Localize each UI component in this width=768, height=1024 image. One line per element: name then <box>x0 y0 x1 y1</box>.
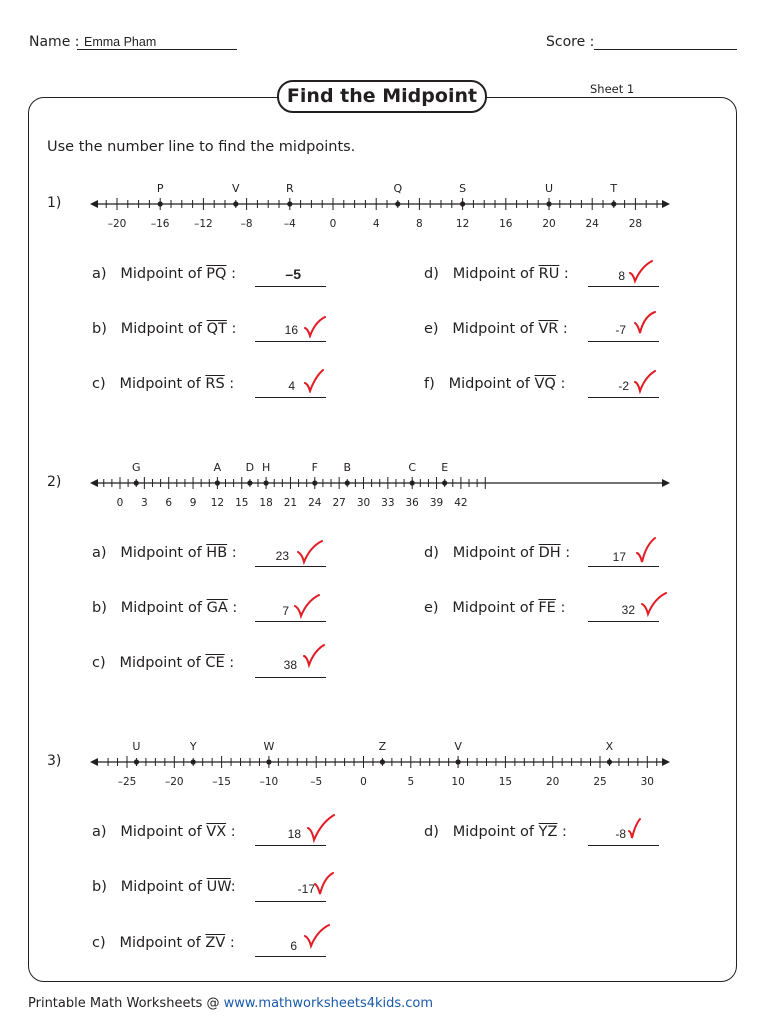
question-prefix: Midpoint of <box>119 935 206 951</box>
answer-line <box>588 397 659 398</box>
point-dot <box>380 759 385 764</box>
segment-label: $\overline{RU}$ <box>538 266 560 282</box>
check-mark-icon <box>633 370 657 394</box>
tick-label: 10 <box>451 776 465 788</box>
question-suffix: : <box>559 266 569 282</box>
tick-label: 27 <box>332 497 346 509</box>
segment-label: $\overline{YZ}$ <box>538 824 558 840</box>
check-mark-icon <box>633 310 657 336</box>
question-suffix: : <box>224 376 235 392</box>
tick-label: 21 <box>283 497 298 509</box>
point-label: Q <box>393 182 403 195</box>
question-2c <box>92 655 234 671</box>
question-letter: d) <box>424 266 439 282</box>
point-dot <box>215 480 220 485</box>
answer-line <box>255 286 326 287</box>
point-dot <box>247 480 252 485</box>
question-letter: d) <box>424 545 439 561</box>
point-dot <box>233 201 238 206</box>
score-underline <box>594 49 737 50</box>
answer-line <box>255 956 326 957</box>
answer-line <box>588 566 659 567</box>
point-label: V <box>232 182 240 195</box>
tick-label: 30 <box>640 776 654 788</box>
tick-label: 4 <box>372 218 380 230</box>
tick-label: 8 <box>416 218 423 230</box>
question-letter: c) <box>92 376 106 392</box>
point-dot <box>456 759 461 764</box>
question-1c <box>92 376 234 392</box>
question-letter: c) <box>92 935 106 951</box>
tick-label: –10 <box>259 776 279 788</box>
tick-label: 39 <box>429 497 444 509</box>
check-mark-icon <box>640 591 668 617</box>
question-prefix: Midpoint of <box>120 266 207 282</box>
point-dot <box>410 480 415 485</box>
answer-1c[interactable]: 4 <box>288 379 295 393</box>
question-prefix: Midpoint of <box>452 600 539 616</box>
point-label: U <box>544 182 554 195</box>
question-prefix: Midpoint of <box>452 266 539 282</box>
question-prefix: Midpoint of <box>452 545 539 561</box>
number-line-1 <box>88 178 673 232</box>
arrow-right-icon <box>662 758 670 766</box>
question-suffix: : <box>226 824 236 840</box>
question-prefix: Midpoint of <box>120 545 207 561</box>
question-prefix: Midpoint of <box>119 655 206 671</box>
question-suffix: : <box>557 824 567 840</box>
tick-label: 5 <box>407 776 415 788</box>
question-prefix: Midpoint of <box>452 824 539 840</box>
point-dot <box>611 201 616 206</box>
question-1d <box>424 266 569 282</box>
answer-2c[interactable]: 38 <box>283 658 297 672</box>
segment-label: $\overline{PQ}$ <box>206 266 227 282</box>
tick-label: 24 <box>585 218 599 230</box>
point-label: V <box>454 740 462 753</box>
tick-label: –25 <box>117 776 137 788</box>
question-letter: a) <box>92 545 107 561</box>
score-label: Score : <box>546 34 595 50</box>
question-letter: b) <box>92 321 107 337</box>
question-prefix: Midpoint of <box>120 824 207 840</box>
sheet-number: Sheet 1 <box>590 82 635 96</box>
tick-label: 28 <box>628 218 643 230</box>
point-dot <box>287 201 292 206</box>
segment-label: $\overline{VQ}$ <box>534 376 556 392</box>
point-dot <box>134 480 139 485</box>
point-dot <box>607 759 612 764</box>
answer-1e[interactable]: -7 <box>615 323 626 337</box>
question-suffix: : <box>227 545 237 561</box>
point-dot <box>442 480 447 485</box>
question-3d <box>424 824 567 840</box>
point-label: B <box>343 461 352 474</box>
answer-3b[interactable]: -17 <box>297 882 315 896</box>
point-dot <box>546 201 551 206</box>
tick-label: 30 <box>356 497 371 509</box>
point-label: U <box>132 740 141 753</box>
question-suffix: : <box>555 376 566 392</box>
arrow-left-icon <box>90 479 98 487</box>
question-letter: d) <box>424 824 439 840</box>
question-suffix: : <box>558 321 568 337</box>
arrow-right-icon <box>662 479 670 487</box>
tick-label: –8 <box>240 218 253 230</box>
question-letter: c) <box>92 655 106 671</box>
tick-label: –12 <box>194 218 213 230</box>
answer-3c[interactable]: 6 <box>290 939 297 953</box>
point-label: D <box>245 461 255 474</box>
name-value[interactable]: Emma Pham <box>84 35 157 49</box>
question-letter: a) <box>92 824 107 840</box>
answer-1a[interactable]: –5 <box>285 266 301 282</box>
number-line-2 <box>88 457 673 511</box>
answer-line <box>588 621 659 622</box>
problem-number: 2) <box>47 474 62 490</box>
footer-text: Printable Math Worksheets @ <box>28 996 224 1011</box>
worksheet-title: Find the Midpoint <box>277 80 487 113</box>
tick-label: 0 <box>116 497 124 509</box>
answer-1f[interactable]: -2 <box>618 379 629 393</box>
segment-label: $\overline{FE}$ <box>538 600 556 616</box>
tick-label: –5 <box>310 776 323 788</box>
answer-3a[interactable]: 18 <box>287 827 301 841</box>
tick-label: 15 <box>498 776 513 788</box>
check-mark-icon <box>306 813 336 843</box>
question-suffix: : <box>226 321 237 337</box>
point-label: E <box>441 461 449 474</box>
tick-label: 20 <box>542 218 556 230</box>
tick-label: 12 <box>455 218 470 230</box>
problem-number: 3) <box>47 753 62 769</box>
check-mark-icon <box>635 537 659 565</box>
footer-link[interactable]: www.mathworksheets4kids.com <box>223 996 434 1011</box>
point-dot <box>264 480 269 485</box>
tick-label: 25 <box>593 776 607 788</box>
check-mark-icon <box>303 369 327 393</box>
check-mark-icon <box>296 539 324 565</box>
question-prefix: Midpoint of <box>119 376 206 392</box>
segment-label: $\overline{CE}$ <box>205 655 225 671</box>
tick-label: –4 <box>283 218 296 230</box>
answer-line <box>255 845 326 846</box>
tick-label: 0 <box>360 776 367 788</box>
segment-label: $\overline{ZV}$ <box>205 935 226 951</box>
tick-label: –20 <box>164 776 184 788</box>
point-label: Y <box>189 740 197 753</box>
question-3b <box>92 879 236 895</box>
question-letter: a) <box>92 266 107 282</box>
check-mark-icon <box>303 923 331 949</box>
point-dot <box>191 759 196 764</box>
segment-label: $\overline{VX}$ <box>206 824 227 840</box>
tick-label: 9 <box>189 497 197 509</box>
answer-line <box>255 397 326 398</box>
segment-label: $\overline{DH}$ <box>538 545 561 561</box>
check-mark-icon <box>313 871 335 897</box>
arrow-left-icon <box>90 758 98 766</box>
point-label: A <box>213 461 222 474</box>
segment-label: $\overline{GA}$ <box>206 600 228 616</box>
question-1e <box>424 321 568 337</box>
answer-1b[interactable]: 16 <box>284 323 298 337</box>
point-label: X <box>605 740 614 753</box>
question-prefix: Midpoint of <box>120 321 207 337</box>
question-1f <box>424 376 565 392</box>
question-suffix: : <box>230 879 236 895</box>
check-mark-icon <box>293 593 321 619</box>
point-dot <box>158 201 163 206</box>
answer-2b[interactable]: 7 <box>282 604 289 618</box>
tick-label: 6 <box>165 497 173 509</box>
answer-line <box>588 341 659 342</box>
point-label: T <box>610 182 618 195</box>
arrow-left-icon <box>90 200 98 208</box>
check-mark-icon <box>627 817 643 841</box>
name-label: Name : <box>29 34 80 50</box>
tick-label: 42 <box>454 497 468 509</box>
answer-line <box>255 621 326 622</box>
answer-line <box>588 845 659 846</box>
point-label: C <box>408 461 417 474</box>
tick-label: 0 <box>329 218 337 230</box>
point-dot <box>395 201 400 206</box>
question-3a <box>92 824 236 840</box>
check-mark-icon <box>303 316 327 338</box>
segment-label: $\overline{RS}$ <box>205 376 225 392</box>
tick-label: 12 <box>210 497 225 509</box>
tick-label: 20 <box>546 776 560 788</box>
point-label: Z <box>378 740 387 753</box>
question-prefix: Midpoint of <box>120 879 207 895</box>
point-label: F <box>311 461 318 474</box>
point-label: S <box>459 182 467 195</box>
tick-label: 16 <box>499 218 513 230</box>
segment-label: $\overline{QT}$ <box>206 321 227 337</box>
point-dot <box>134 759 139 764</box>
answer-line <box>255 901 326 902</box>
question-suffix: : <box>226 266 236 282</box>
tick-label: 3 <box>141 497 148 509</box>
answer-2e[interactable]: 32 <box>621 603 635 617</box>
question-letter: b) <box>92 879 107 895</box>
question-3c <box>92 935 235 951</box>
number-line-3 <box>88 736 673 790</box>
question-suffix: : <box>555 600 566 616</box>
question-suffix: : <box>225 935 235 951</box>
question-letter: f) <box>424 376 435 392</box>
point-dot <box>345 480 350 485</box>
question-1a <box>92 266 236 282</box>
question-letter: e) <box>424 321 439 337</box>
question-2a <box>92 545 237 561</box>
check-mark-icon <box>628 260 654 284</box>
question-prefix: Midpoint of <box>452 321 539 337</box>
question-prefix: Midpoint of <box>120 600 207 616</box>
tick-label: –20 <box>107 218 127 230</box>
question-letter: b) <box>92 600 107 616</box>
question-2e <box>424 600 565 616</box>
instructions: Use the number line to find the midpoints. <box>47 139 356 155</box>
segment-label: $\overline{UW}$ <box>206 879 231 895</box>
point-label: G <box>131 461 141 474</box>
problem-number: 1) <box>47 195 62 211</box>
segment-label: $\overline{HB}$ <box>206 545 228 561</box>
tick-label: 18 <box>259 497 273 509</box>
question-2b <box>92 600 237 616</box>
answer-line <box>255 566 326 567</box>
question-prefix: Midpoint of <box>448 376 535 392</box>
point-label: H <box>261 461 271 474</box>
question-letter: e) <box>424 600 439 616</box>
tick-label: 33 <box>381 497 395 509</box>
point-label: W <box>263 740 275 753</box>
answer-line <box>255 677 326 678</box>
check-mark-icon <box>302 644 326 668</box>
tick-label: –16 <box>150 218 170 230</box>
point-label: P <box>156 182 164 195</box>
point-dot <box>266 759 271 764</box>
segment-label: $\overline{VR}$ <box>538 321 559 337</box>
name-underline <box>77 49 237 50</box>
answer-1d[interactable]: 8 <box>618 269 625 283</box>
answer-2d[interactable]: 17 <box>612 550 626 564</box>
point-dot <box>460 201 465 206</box>
answer-line <box>255 341 326 342</box>
point-dot <box>312 480 317 485</box>
tick-label: –15 <box>212 776 231 788</box>
question-suffix: : <box>227 600 238 616</box>
footer <box>28 996 433 1011</box>
question-2d <box>424 545 570 561</box>
arrow-right-icon <box>662 200 670 208</box>
answer-2a[interactable]: 23 <box>275 549 289 563</box>
question-1b <box>92 321 236 337</box>
question-suffix: : <box>224 655 235 671</box>
point-label: R <box>285 182 294 195</box>
answer-3d[interactable]: -8 <box>615 827 626 841</box>
question-suffix: : <box>560 545 571 561</box>
answer-line <box>588 286 659 287</box>
tick-label: 24 <box>308 497 322 509</box>
tick-label: 36 <box>405 497 419 509</box>
tick-label: 15 <box>235 497 249 509</box>
